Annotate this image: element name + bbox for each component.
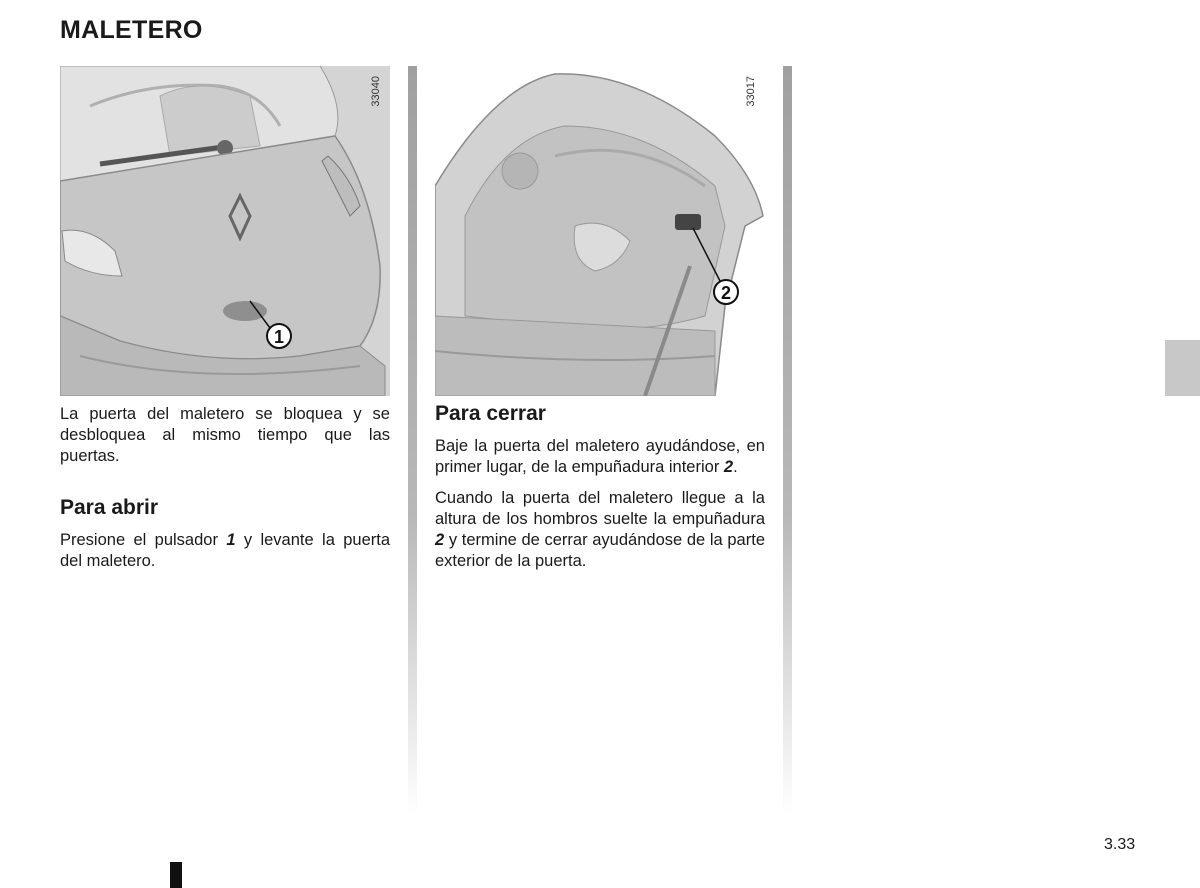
open-tailgate-drawing xyxy=(435,66,765,396)
page-number: 3.33 xyxy=(1104,836,1136,853)
left-column xyxy=(60,66,390,572)
middle-column xyxy=(435,66,765,572)
column-divider-right xyxy=(783,66,792,816)
section-title-open: Para abrir xyxy=(60,496,159,519)
ref-2: 2 xyxy=(723,458,734,476)
car-rear-drawing xyxy=(60,66,390,396)
open-paragraph: Presione el pulsador 1 y levante la puerta del maletero. xyxy=(60,531,391,570)
close-paragraph-2: Cuando la puerta del maletero llegue a la altura de los hombros suelte la empuñadura 2 y termine de cerrar ayudándose de la parte exterior de la puerta. xyxy=(435,489,765,570)
figure-code: 33017 xyxy=(745,76,757,107)
ref-1: 1 xyxy=(226,531,236,549)
bottom-mark xyxy=(170,862,182,888)
column-divider-left xyxy=(408,66,417,816)
figure-code: 33040 xyxy=(370,76,382,107)
callout-1: 1 xyxy=(273,327,285,347)
section-title-close: Para cerrar xyxy=(435,402,546,425)
tailgate-exterior-illustration xyxy=(60,66,390,396)
page-title: MALETERO xyxy=(60,16,203,44)
chapter-tab-marker xyxy=(1165,340,1200,396)
callout-2: 2 xyxy=(720,283,732,303)
tailgate-interior-illustration xyxy=(435,66,765,396)
ref-2-second: 2 xyxy=(435,531,445,549)
intro-paragraph: La puerta del maletero se bloquea y se desbloquea al mismo tiempo que las puertas. xyxy=(60,405,390,465)
close-paragraph-1: Baje la puerta del maletero ayudándose, en primer lugar, de la empuñadura interior 2. xyxy=(435,437,765,476)
